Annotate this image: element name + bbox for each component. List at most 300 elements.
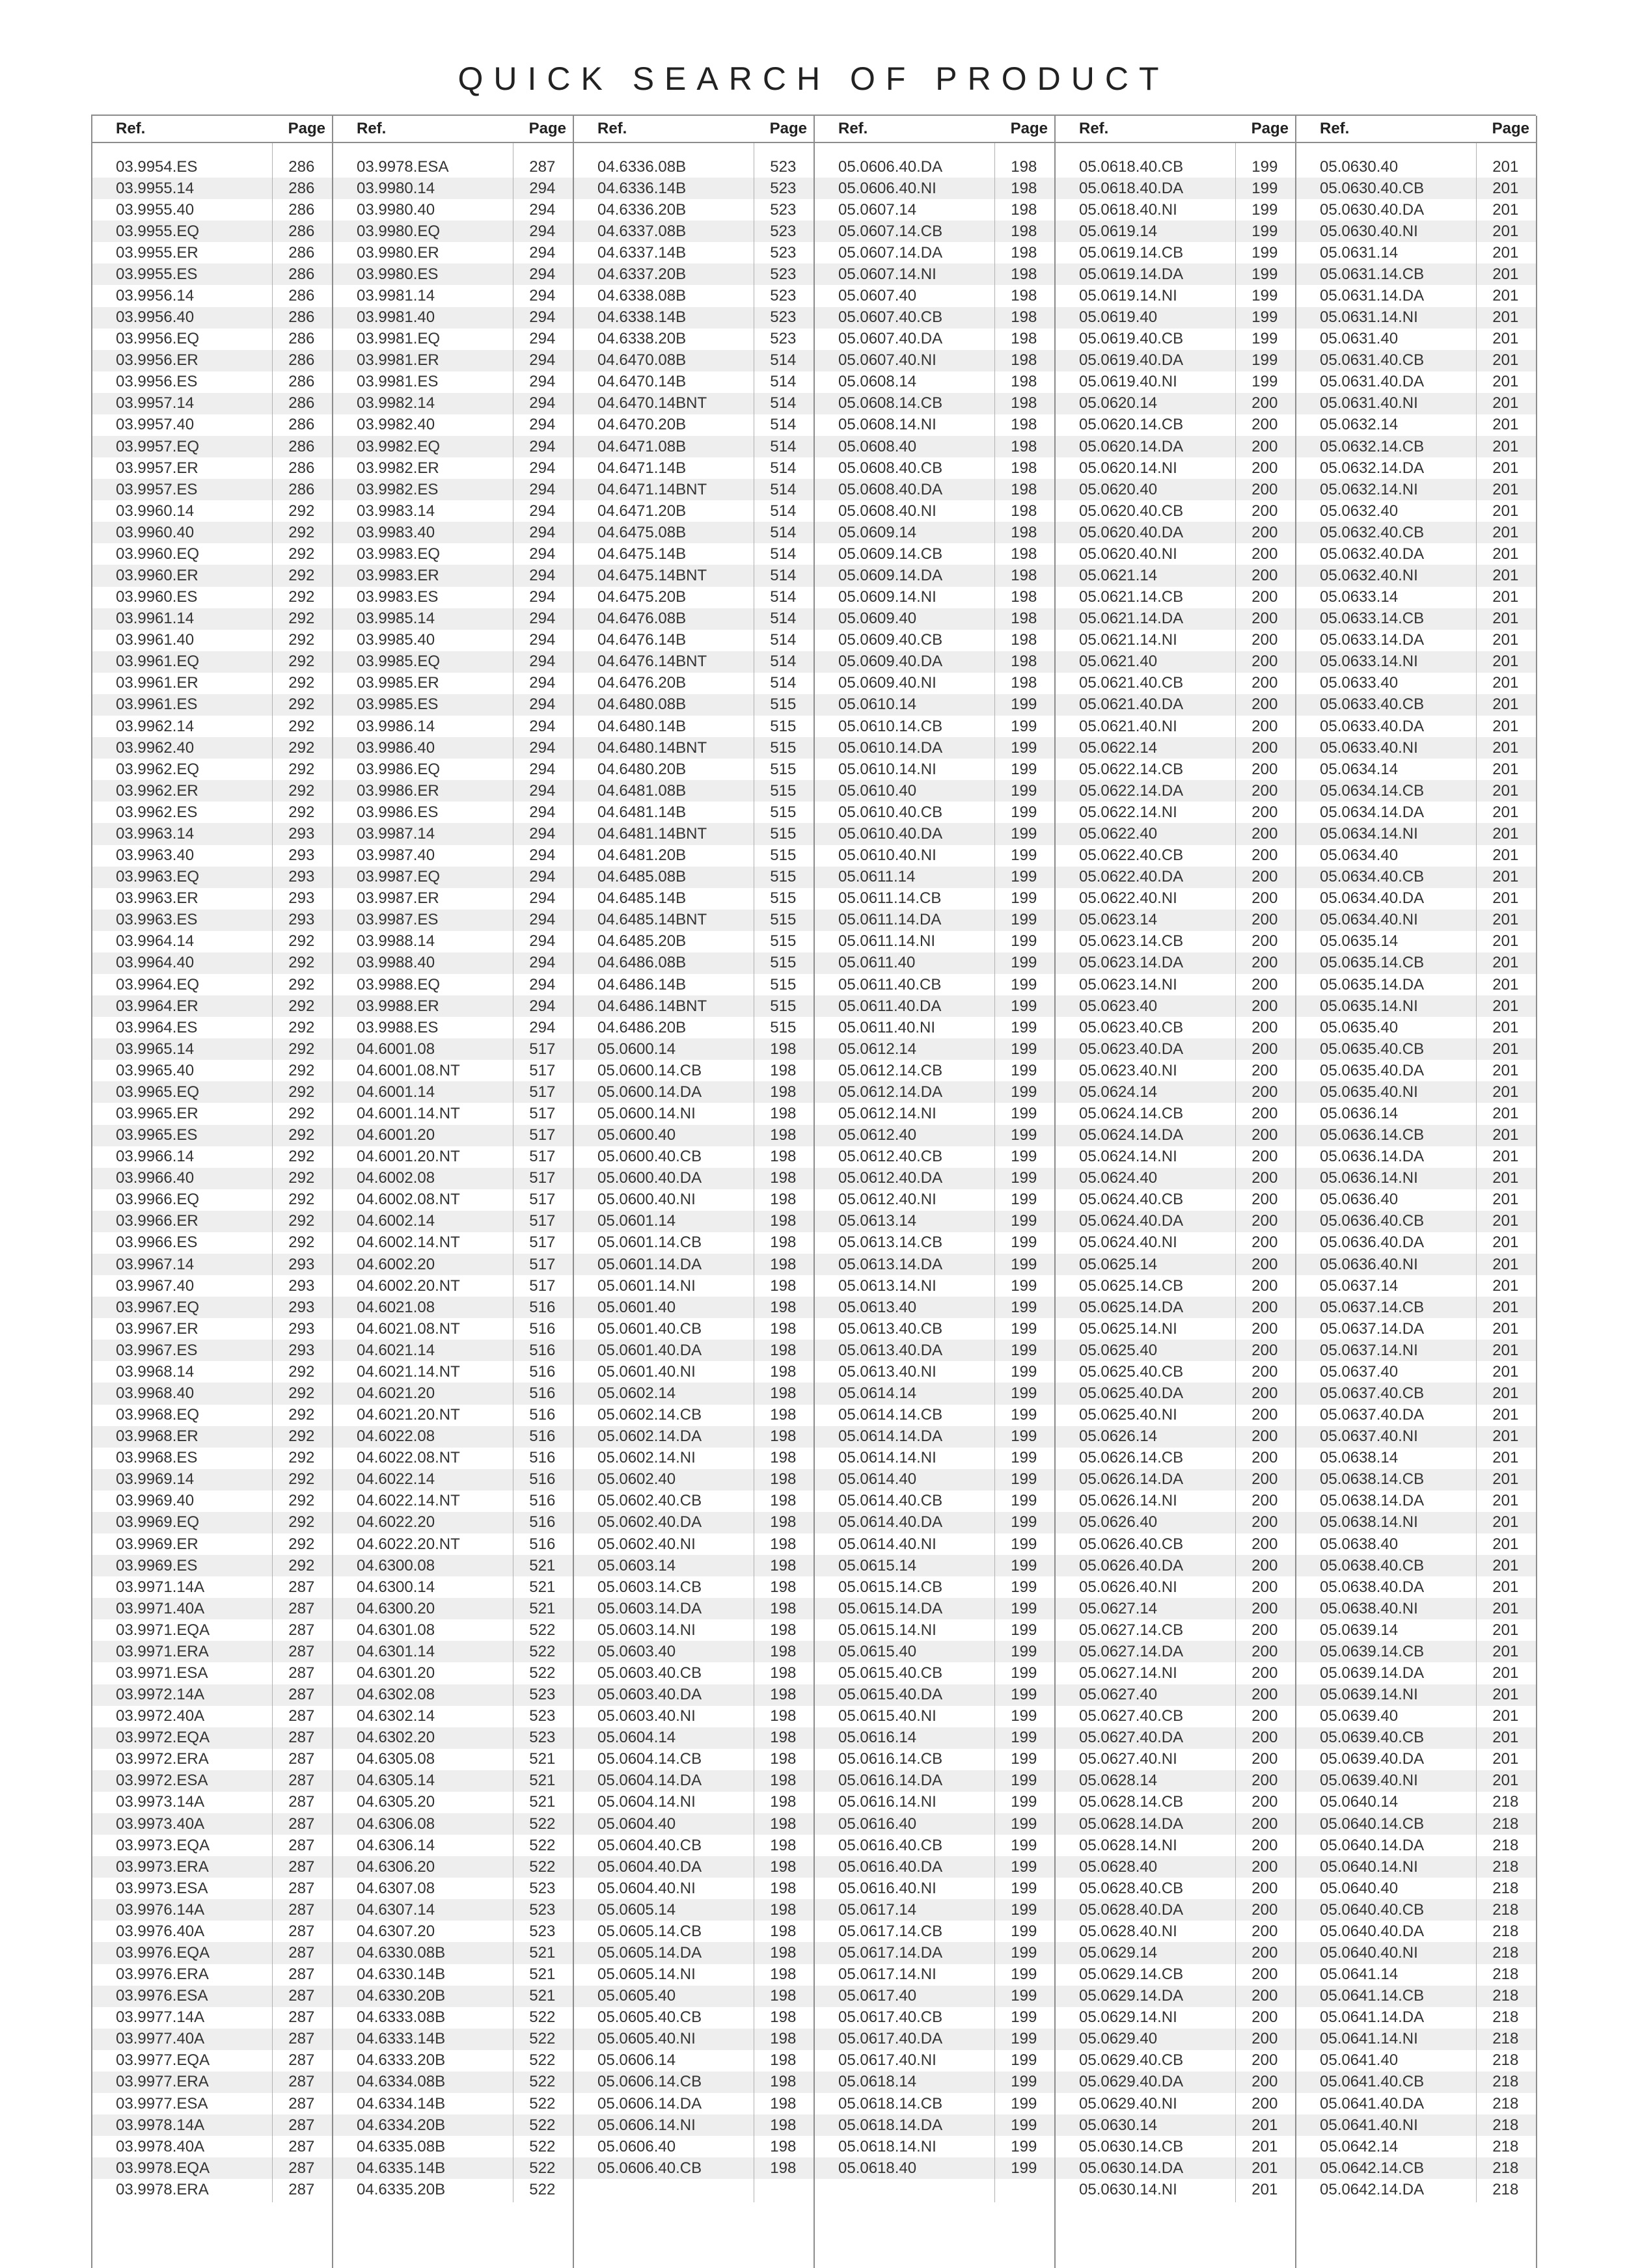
table-row bbox=[1296, 1792, 1536, 1813]
page-cell: 201 bbox=[1492, 781, 1519, 800]
table-row bbox=[333, 845, 573, 867]
table-row bbox=[92, 1964, 332, 1986]
page-cell: 199 bbox=[1251, 243, 1278, 262]
table-row bbox=[574, 1813, 814, 1835]
ref-cell: 05.0635.40.NI bbox=[1320, 1083, 1418, 1101]
page-cell: 514 bbox=[770, 631, 797, 649]
table-row bbox=[1056, 1361, 1295, 1383]
ref-cell: 05.0616.40.NI bbox=[838, 1879, 937, 1897]
ref-cell: 05.0629.14 bbox=[1079, 1944, 1158, 1962]
ref-cell: 03.9983.40 bbox=[357, 523, 435, 541]
ref-cell: 03.9962.ES bbox=[116, 803, 198, 821]
ref-cell: 04.6471.14B bbox=[597, 459, 687, 477]
ref-cell: 05.0636.14.CB bbox=[1320, 1126, 1425, 1144]
table-row bbox=[92, 1254, 332, 1275]
table-row bbox=[333, 1727, 573, 1749]
table-row bbox=[1056, 1340, 1295, 1361]
page-cell: 522 bbox=[529, 1857, 556, 1876]
table-row bbox=[574, 974, 814, 995]
ref-cell: 05.0640.14 bbox=[1320, 1793, 1399, 1811]
table-row bbox=[815, 1555, 1054, 1576]
ref-cell: 05.0631.14.CB bbox=[1320, 265, 1425, 283]
ref-cell: 03.9983.EQ bbox=[357, 545, 441, 563]
page-cell: 198 bbox=[770, 1513, 797, 1532]
page-cell: 218 bbox=[1492, 1879, 1519, 1897]
ref-cell: 05.0608.14 bbox=[838, 373, 917, 391]
table-row bbox=[815, 1448, 1054, 1469]
ref-cell: 03.9972.40A bbox=[116, 1707, 205, 1725]
table-row bbox=[1296, 1942, 1536, 1964]
page-cell: 522 bbox=[529, 1664, 556, 1682]
table-row bbox=[333, 716, 573, 737]
table-row bbox=[815, 802, 1054, 823]
table-row bbox=[1056, 1942, 1295, 1964]
table-row bbox=[815, 1146, 1054, 1168]
table-row bbox=[574, 1921, 814, 1942]
ref-cell: 05.0610.40 bbox=[838, 781, 917, 800]
page-cell: 287 bbox=[288, 1922, 315, 1940]
ref-cell: 03.9977.40A bbox=[116, 2030, 205, 2048]
ref-cell: 05.0627.40 bbox=[1079, 1686, 1158, 1704]
page-cell: 199 bbox=[1011, 1729, 1037, 1747]
page-cell: 201 bbox=[1492, 1406, 1519, 1424]
page-cell: 200 bbox=[1251, 911, 1278, 929]
page-cell: 287 bbox=[288, 1578, 315, 1596]
table-row bbox=[92, 2093, 332, 2114]
table-row bbox=[333, 500, 573, 522]
ref-cell: 05.0620.40.CB bbox=[1079, 502, 1184, 520]
table-row bbox=[815, 1964, 1054, 1986]
ref-cell: 05.0616.14.CB bbox=[838, 1750, 943, 1768]
ref-cell: 04.6305.20 bbox=[357, 1793, 435, 1811]
page-cell: 201 bbox=[1492, 1556, 1519, 1574]
ref-cell: 04.6330.20B bbox=[357, 1987, 446, 2005]
table-row bbox=[92, 1405, 332, 1426]
ref-cell: 03.9963.ER bbox=[116, 889, 198, 908]
table-row bbox=[92, 995, 332, 1017]
page-cell: 201 bbox=[1251, 2180, 1278, 2198]
ref-cell: 05.0616.40 bbox=[838, 1815, 917, 1833]
table-row bbox=[815, 221, 1054, 242]
page-cell: 200 bbox=[1251, 1815, 1278, 1833]
page-cell: 198 bbox=[770, 1642, 797, 1660]
ref-cell: 03.9956.14 bbox=[116, 287, 195, 304]
ref-cell: 05.0624.14.NI bbox=[1079, 1148, 1177, 1166]
table-row bbox=[333, 1017, 573, 1038]
ref-cell: 05.0624.14.DA bbox=[1079, 1126, 1184, 1144]
ref-cell: 03.9969.EQ bbox=[116, 1513, 200, 1532]
table-row bbox=[92, 199, 332, 221]
table-row bbox=[1296, 823, 1536, 844]
ref-cell: 04.6330.08B bbox=[357, 1944, 446, 1962]
page-cell: 287 bbox=[529, 157, 556, 176]
page-cell: 292 bbox=[288, 954, 315, 972]
page-cell: 200 bbox=[1251, 1642, 1278, 1660]
table-row bbox=[333, 2114, 573, 2136]
table-row bbox=[574, 457, 814, 479]
table-row bbox=[1296, 329, 1536, 350]
table-row bbox=[1056, 1555, 1295, 1576]
table-row bbox=[574, 1361, 814, 1383]
ref-cell: 05.0631.14.DA bbox=[1320, 287, 1425, 304]
table-row bbox=[1296, 1426, 1536, 1448]
page-cell: 199 bbox=[1011, 997, 1037, 1015]
table-row bbox=[333, 1986, 573, 2007]
table-row bbox=[1056, 436, 1295, 457]
table-row bbox=[92, 1727, 332, 1749]
page-cell: 200 bbox=[1251, 1621, 1278, 1639]
ref-cell: 05.0628.40 bbox=[1079, 1857, 1158, 1876]
ref-cell: 03.9980.EQ bbox=[357, 222, 441, 240]
page-cell: 294 bbox=[529, 437, 556, 455]
ref-cell: 03.9964.40 bbox=[116, 954, 195, 972]
ref-cell: 05.0632.40 bbox=[1320, 502, 1399, 520]
ref-cell: 05.0620.14.DA bbox=[1079, 437, 1184, 455]
table-row bbox=[92, 2029, 332, 2050]
page-cell: 200 bbox=[1251, 932, 1278, 951]
page-cell: 199 bbox=[1011, 1664, 1037, 1682]
ref-cell: 04.6022.14.NT bbox=[357, 1492, 460, 1510]
ref-cell: 03.9962.EQ bbox=[116, 760, 200, 778]
page-cell: 287 bbox=[288, 1793, 315, 1811]
ref-cell: 04.6333.14B bbox=[357, 2030, 446, 2048]
ref-cell: 05.0605.14.NI bbox=[597, 1965, 696, 1984]
ref-header: Ref. bbox=[1320, 120, 1350, 137]
table-row bbox=[1056, 759, 1295, 780]
ref-cell: 05.0631.14 bbox=[1320, 243, 1399, 262]
ref-cell: 05.0606.14.NI bbox=[597, 2116, 696, 2134]
page-cell: 199 bbox=[1011, 2159, 1037, 2177]
ref-cell: 04.6306.14 bbox=[357, 1836, 435, 1854]
table-row bbox=[333, 1813, 573, 1835]
ref-cell: 03.9966.14 bbox=[116, 1148, 195, 1166]
table-row bbox=[333, 952, 573, 974]
ref-cell: 04.6002.08.NT bbox=[357, 1191, 460, 1209]
ref-cell: 05.0632.14.NI bbox=[1320, 480, 1418, 498]
table-row bbox=[333, 608, 573, 630]
page-cell: 198 bbox=[770, 2008, 797, 2027]
table-row bbox=[1296, 867, 1536, 888]
table-row bbox=[815, 1576, 1054, 1598]
table-row bbox=[1056, 2050, 1295, 2072]
table-row bbox=[92, 1383, 332, 1404]
table-row bbox=[92, 2179, 332, 2200]
ref-cell: 05.0606.14 bbox=[597, 2051, 676, 2070]
ref-cell: 05.0602.40.DA bbox=[597, 1513, 702, 1532]
page-cell: 523 bbox=[770, 200, 797, 219]
table-row bbox=[92, 1168, 332, 1189]
table-row bbox=[574, 156, 814, 178]
page-cell: 515 bbox=[770, 1018, 797, 1036]
table-row bbox=[815, 1405, 1054, 1426]
page-cell: 293 bbox=[288, 1319, 315, 1338]
table-row bbox=[1296, 1921, 1536, 1942]
page-cell: 199 bbox=[1011, 889, 1037, 908]
ref-cell: 04.6306.08 bbox=[357, 1815, 435, 1833]
table-row bbox=[1056, 1727, 1295, 1749]
ref-cell: 04.6302.08 bbox=[357, 1686, 435, 1704]
ref-cell: 05.0608.40.DA bbox=[838, 480, 943, 498]
ref-cell: 05.0602.40.CB bbox=[597, 1492, 702, 1510]
ref-cell: 05.0632.40.DA bbox=[1320, 545, 1425, 563]
table-row bbox=[1056, 543, 1295, 565]
table-row bbox=[574, 1878, 814, 1899]
table-row bbox=[1056, 156, 1295, 178]
table-row bbox=[333, 1038, 573, 1060]
ref-cell: 04.6307.14 bbox=[357, 1900, 435, 1919]
table-row bbox=[574, 1512, 814, 1533]
page-cell: 294 bbox=[529, 868, 556, 886]
page-cell: 200 bbox=[1251, 1944, 1278, 1962]
table-row bbox=[815, 651, 1054, 673]
table-row bbox=[1296, 1340, 1536, 1361]
ref-cell: 04.6002.14.NT bbox=[357, 1234, 460, 1252]
page-cell: 200 bbox=[1251, 1879, 1278, 1897]
table-row bbox=[574, 1706, 814, 1727]
table-row bbox=[333, 2029, 573, 2050]
table-row bbox=[333, 414, 573, 436]
page-cell: 198 bbox=[1011, 459, 1037, 477]
table-row bbox=[92, 156, 332, 178]
table-row bbox=[815, 1986, 1054, 2007]
page-cell: 199 bbox=[1251, 265, 1278, 283]
table-row bbox=[1296, 1706, 1536, 1727]
page-cell: 200 bbox=[1251, 1427, 1278, 1446]
page-cell: 200 bbox=[1251, 394, 1278, 412]
page-cell: 294 bbox=[529, 588, 556, 606]
ref-cell: 05.0623.14.CB bbox=[1079, 932, 1184, 951]
page-cell: 198 bbox=[770, 1857, 797, 1876]
table-row bbox=[1056, 263, 1295, 285]
page-cell: 201 bbox=[1492, 523, 1519, 541]
table-row bbox=[574, 1964, 814, 1986]
ref-cell: 03.9986.40 bbox=[357, 738, 435, 757]
table-row bbox=[815, 1211, 1054, 1232]
table-row bbox=[333, 543, 573, 565]
page-cell: 201 bbox=[1492, 480, 1519, 498]
page-cell: 200 bbox=[1251, 1664, 1278, 1682]
ref-cell: 05.0630.40.CB bbox=[1320, 179, 1425, 197]
page-cell: 198 bbox=[770, 1406, 797, 1424]
page-cell: 292 bbox=[288, 1104, 315, 1122]
page-cell: 200 bbox=[1251, 2094, 1278, 2113]
table-row bbox=[92, 1512, 332, 1533]
ref-cell: 05.0634.14.DA bbox=[1320, 803, 1425, 821]
table-row bbox=[333, 371, 573, 393]
product-index-table bbox=[91, 115, 1536, 2268]
page-cell: 199 bbox=[1011, 1513, 1037, 1532]
page-cell: 198 bbox=[770, 1126, 797, 1144]
page-cell: 200 bbox=[1251, 1857, 1278, 1876]
table-row bbox=[1056, 910, 1295, 931]
table-row bbox=[333, 522, 573, 543]
ref-cell: 05.0636.14 bbox=[1320, 1104, 1399, 1122]
ref-cell: 03.9961.ER bbox=[116, 674, 198, 692]
ref-cell: 05.0637.14.CB bbox=[1320, 1298, 1425, 1316]
page-cell: 200 bbox=[1251, 480, 1278, 498]
page-cell: 200 bbox=[1251, 846, 1278, 865]
ref-cell: 05.0603.40.DA bbox=[597, 1686, 702, 1704]
page-cell: 294 bbox=[529, 287, 556, 304]
ref-cell: 05.0612.14.CB bbox=[838, 1061, 943, 1079]
ref-cell: 05.0600.14.DA bbox=[597, 1083, 702, 1101]
ref-cell: 03.9961.EQ bbox=[116, 653, 200, 671]
table-row bbox=[815, 1189, 1054, 1211]
page-cell: 523 bbox=[529, 1686, 556, 1704]
page-cell: 198 bbox=[770, 1362, 797, 1381]
ref-cell: 04.6021.20.NT bbox=[357, 1406, 460, 1424]
page-cell: 523 bbox=[770, 287, 797, 304]
page-cell: 199 bbox=[1011, 1642, 1037, 1660]
ref-cell: 05.0609.14.CB bbox=[838, 545, 943, 563]
table-row bbox=[815, 565, 1054, 586]
page-cell: 201 bbox=[1492, 545, 1519, 563]
table-row bbox=[574, 1533, 814, 1555]
table-row bbox=[815, 307, 1054, 329]
page-cell: 198 bbox=[1011, 265, 1037, 283]
ref-cell: 05.0609.40 bbox=[838, 610, 917, 628]
page-cell: 292 bbox=[288, 631, 315, 649]
ref-cell: 05.0637.40.NI bbox=[1320, 1427, 1418, 1446]
page-cell: 198 bbox=[770, 1879, 797, 1897]
ref-cell: 03.9981.14 bbox=[357, 287, 435, 304]
table-row bbox=[815, 2007, 1054, 2029]
table-row bbox=[92, 414, 332, 436]
page-cell: 201 bbox=[1492, 1169, 1519, 1187]
ref-cell: 05.0642.14.CB bbox=[1320, 2159, 1425, 2177]
page-cell: 199 bbox=[1251, 351, 1278, 370]
table-row bbox=[1056, 1921, 1295, 1942]
ref-cell: 03.9982.EQ bbox=[357, 437, 441, 455]
page-cell: 294 bbox=[529, 781, 556, 800]
ref-cell: 05.0611.40 bbox=[838, 954, 916, 972]
page-cell: 515 bbox=[770, 932, 797, 951]
page-cell: 198 bbox=[770, 1234, 797, 1252]
ref-cell: 03.9981.ER bbox=[357, 351, 439, 370]
ref-cell: 04.6001.08 bbox=[357, 1040, 435, 1058]
table-row bbox=[1056, 651, 1295, 673]
page-cell: 517 bbox=[529, 1061, 556, 1079]
ref-cell: 05.0604.40.CB bbox=[597, 1836, 702, 1854]
page-cell: 201 bbox=[1492, 1212, 1519, 1230]
table-row bbox=[815, 329, 1054, 350]
ref-cell: 03.9987.40 bbox=[357, 846, 435, 865]
table-row bbox=[333, 1383, 573, 1404]
page-cell: 201 bbox=[1492, 1126, 1519, 1144]
ref-cell: 05.0624.14 bbox=[1079, 1083, 1158, 1101]
table-row bbox=[92, 888, 332, 910]
table-row bbox=[1296, 1146, 1536, 1168]
ref-cell: 03.9981.EQ bbox=[357, 330, 441, 348]
page-cell: 201 bbox=[1492, 588, 1519, 606]
ref-cell: 04.6335.14B bbox=[357, 2159, 446, 2177]
table-row bbox=[1056, 1038, 1295, 1060]
table-row bbox=[1056, 285, 1295, 306]
ref-cell: 03.9957.ER bbox=[116, 459, 198, 477]
ref-cell: 05.0621.14.DA bbox=[1079, 610, 1184, 628]
page-cell: 198 bbox=[770, 2051, 797, 2070]
table-row bbox=[1296, 608, 1536, 630]
table-row bbox=[574, 1081, 814, 1103]
page-cell: 199 bbox=[1011, 1922, 1037, 1940]
ref-cell: 05.0617.40 bbox=[838, 1987, 917, 2005]
ref-cell: 05.0601.40.NI bbox=[597, 1362, 696, 1381]
ref-cell: 05.0631.40.CB bbox=[1320, 351, 1425, 370]
page-cell: 521 bbox=[529, 1556, 556, 1574]
table-row bbox=[1056, 1770, 1295, 1792]
table-row bbox=[1056, 1749, 1295, 1770]
table-row bbox=[815, 823, 1054, 844]
page-cell: 523 bbox=[529, 1729, 556, 1747]
page-cell: 198 bbox=[770, 1900, 797, 1919]
ref-cell: 04.6485.14B bbox=[597, 889, 687, 908]
ref-cell: 05.0636.14.NI bbox=[1320, 1169, 1418, 1187]
ref-cell: 04.6002.20 bbox=[357, 1255, 435, 1273]
ref-cell: 04.6001.20 bbox=[357, 1126, 435, 1144]
ref-cell: 05.0622.14.NI bbox=[1079, 803, 1177, 821]
ref-cell: 05.0641.14.NI bbox=[1320, 2030, 1418, 2048]
ref-cell: 05.0605.40 bbox=[597, 1987, 676, 2005]
page-cell: 517 bbox=[529, 1083, 556, 1101]
ref-cell: 05.0600.40.NI bbox=[597, 1191, 696, 1209]
ref-cell: 05.0634.14.CB bbox=[1320, 781, 1425, 800]
ref-cell: 03.9955.ER bbox=[116, 243, 198, 262]
ref-cell: 03.9986.14 bbox=[357, 717, 435, 735]
page-cell: 292 bbox=[288, 502, 315, 520]
page-cell: 201 bbox=[1492, 674, 1519, 692]
page-cell: 522 bbox=[529, 2180, 556, 2198]
ref-cell: 04.6022.08.NT bbox=[357, 1449, 460, 1467]
table-row bbox=[333, 780, 573, 802]
ref-cell: 05.0613.14 bbox=[838, 1212, 917, 1230]
ref-cell: 05.0616.14.NI bbox=[838, 1793, 937, 1811]
ref-cell: 04.6334.14B bbox=[357, 2094, 446, 2113]
ref-cell: 03.9963.EQ bbox=[116, 868, 200, 886]
ref-cell: 05.0625.40.DA bbox=[1079, 1384, 1184, 1402]
table-row bbox=[1056, 479, 1295, 500]
ref-cell: 03.9969.ER bbox=[116, 1535, 198, 1553]
ref-cell: 03.9986.ES bbox=[357, 803, 439, 821]
page-cell: 218 bbox=[1492, 1857, 1519, 1876]
ref-cell: 04.6300.14 bbox=[357, 1578, 435, 1596]
table-row bbox=[1056, 1835, 1295, 1856]
ref-cell: 05.0603.14 bbox=[597, 1556, 676, 1574]
table-row bbox=[92, 1770, 332, 1792]
table-row bbox=[92, 329, 332, 350]
ref-cell: 05.0613.14.NI bbox=[838, 1276, 937, 1295]
ref-cell: 05.0618.40.CB bbox=[1079, 157, 1184, 176]
page-cell: 292 bbox=[288, 781, 315, 800]
table-row bbox=[92, 2050, 332, 2072]
ref-cell: 03.9976.ERA bbox=[116, 1965, 209, 1984]
ref-cell: 05.0608.40 bbox=[838, 437, 917, 455]
page-cell: 198 bbox=[1011, 523, 1037, 541]
page-cell: 516 bbox=[529, 1492, 556, 1510]
table-row bbox=[574, 1684, 814, 1706]
ref-cell: 03.9980.14 bbox=[357, 179, 435, 197]
page-cell: 201 bbox=[1492, 932, 1519, 951]
page-cell: 517 bbox=[529, 1040, 556, 1058]
page-cell: 198 bbox=[1011, 287, 1037, 304]
page-cell: 294 bbox=[529, 889, 556, 908]
page-cell: 201 bbox=[1492, 846, 1519, 865]
table-row bbox=[333, 1770, 573, 1792]
table-row bbox=[574, 952, 814, 974]
page-cell: 201 bbox=[1492, 1018, 1519, 1036]
ref-cell: 04.6300.08 bbox=[357, 1556, 435, 1574]
page-cell: 201 bbox=[1492, 502, 1519, 520]
page-cell: 218 bbox=[1492, 2159, 1519, 2177]
